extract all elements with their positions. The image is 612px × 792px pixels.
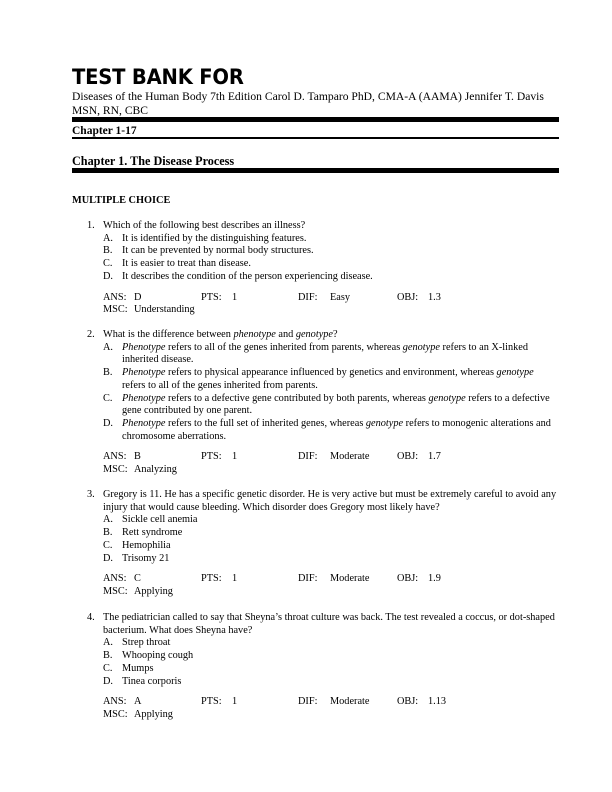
option-list (103, 342, 559, 444)
answer-option: D. Tinea corporis (103, 675, 182, 687)
answer-option: D. Phenotype refers to the full set of inherited genes, whereas genotype refers to monogenic alterations and chromosome aberrations. (103, 417, 551, 442)
answer-option: D. It describes the condition of the person experiencing disease. (103, 270, 373, 282)
divider-rule (72, 137, 559, 139)
question-text: Gregory is 11. He has a specific genetic disorder. He is very active but must be extremely careful to avoid any injury that would cause bleeding. Which disorder does Gregory most likely have? (103, 489, 557, 513)
answer-option: A. Sickle cell anemia (103, 514, 198, 526)
answer-option: C. Hemophilia (103, 539, 171, 551)
option-list (103, 637, 559, 688)
answer-option: C. Mumps (103, 662, 154, 674)
answer-option: C. It is easier to treat than disease. (103, 258, 251, 270)
answer-option: B. Whooping cough (103, 650, 194, 662)
answer-option: C. Phenotype refers to a defective gene contributed by both parents, whereas genotype refers to a defective gene contributed by one parent. (103, 392, 550, 417)
question-number: 4. (87, 612, 95, 623)
section-heading: MULTIPLE CHOICE (72, 195, 171, 206)
answer-option: D. Trisomy 21 (103, 552, 170, 564)
answer-option: B. Phenotype refers to physical appearance influenced by genetics and environment, whereas genotype refers to all of the genes inherited from parents. (103, 367, 534, 391)
chapter-title: Chapter 1. The Disease Process (72, 154, 235, 168)
answer-metadata: ANS: D PTS: 1 DIF: Easy OBJ: 1.3 MSC: Understanding (103, 291, 441, 316)
option-list (103, 233, 559, 284)
question-text: The pediatrician called to say that Sheyna’s throat culture was back. The test revealed a coccus, or dot-shaped bacterium. What does Sheyna have? (103, 612, 555, 636)
answer-option: B. Rett syndrome (103, 527, 183, 539)
answer-option: B. It can be prevented by normal body structures. (103, 245, 314, 257)
question-item (72, 612, 559, 722)
question-text: What is the difference between phenotype and genotype? (103, 329, 338, 340)
book-subtitle: Diseases of the Human Body 7th Edition Carol D. Tamparo PhD, CMA-A (AAMA) Jennifer T. Davis MSN, RN, CBC (72, 90, 544, 117)
answer-option: A. Phenotype refers to all of the genes inherited from parents, whereas genotype refers to an X-linked inherited disease. (103, 341, 529, 366)
question-item (72, 220, 559, 318)
question-number: 1. (87, 220, 95, 231)
question-number: 3. (87, 489, 95, 500)
question-number: 2. (87, 329, 95, 340)
divider-rule (72, 168, 559, 173)
chapter-range: Chapter 1-17 (72, 125, 137, 137)
test-bank-banner: TEST BANK FOR (72, 65, 244, 89)
answer-metadata: ANS: A PTS: 1 DIF: Moderate OBJ: 1.13 MSC: Applying (103, 696, 447, 720)
answer-metadata: ANS: B PTS: 1 DIF: Moderate OBJ: 1.7 MSC: Analyzing (103, 451, 441, 476)
question-text: Which of the following best describes an illness? (103, 220, 306, 231)
option-list (103, 514, 559, 565)
divider-rule (72, 117, 559, 122)
answer-option: A. Strep throat (103, 637, 171, 649)
answer-metadata: ANS: C PTS: 1 DIF: Moderate OBJ: 1.9 MSC: Applying (103, 573, 441, 597)
question-item (72, 489, 559, 599)
answer-option: A. It is identified by the distinguishing features. (103, 232, 307, 244)
question-item (72, 329, 559, 477)
